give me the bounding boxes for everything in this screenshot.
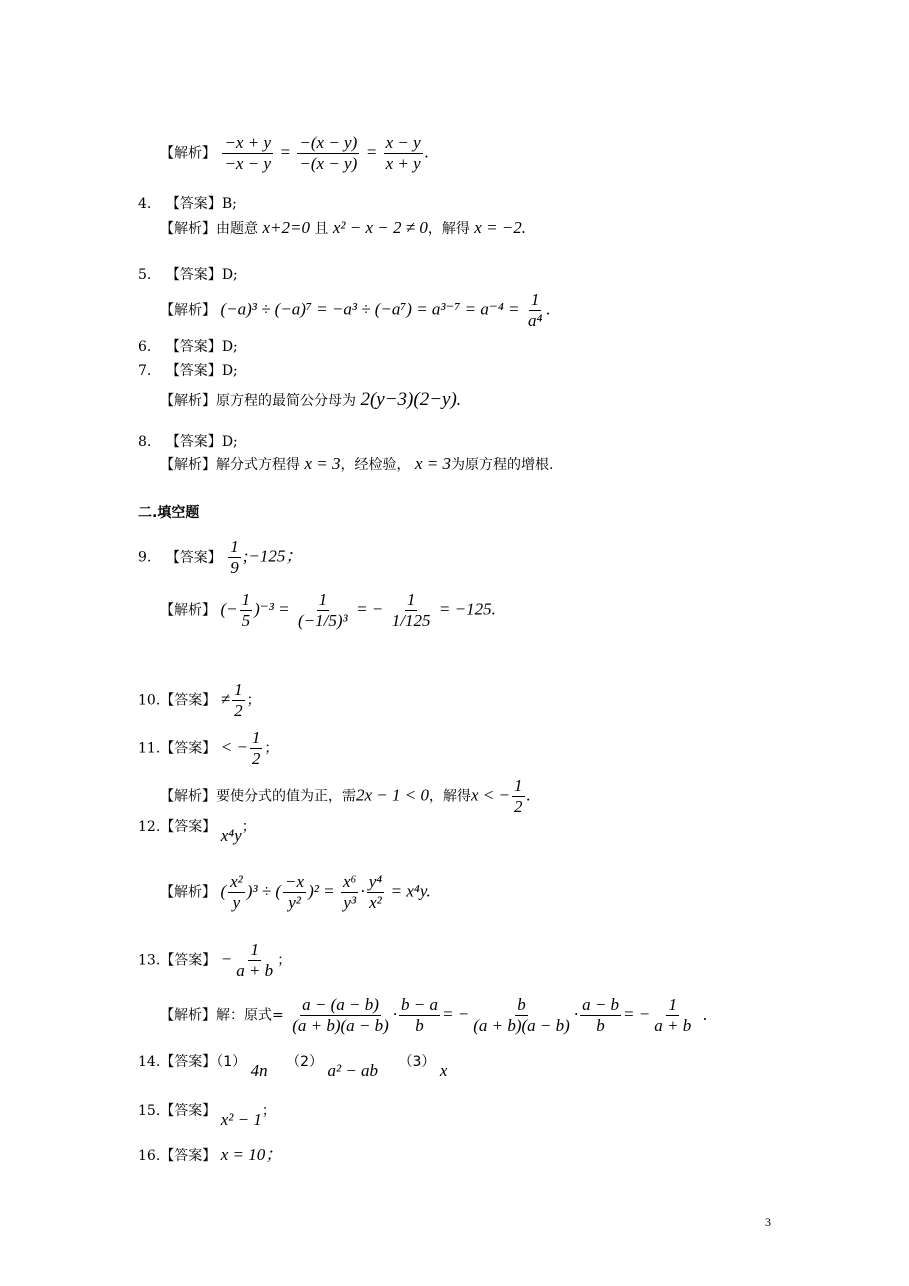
fraction-denominator: a + b bbox=[654, 1016, 692, 1035]
section-heading: 二.填空题 bbox=[138, 505, 200, 521]
part-label: （2） bbox=[286, 1054, 324, 1070]
equation: x < − bbox=[471, 785, 510, 805]
analysis-text: ，解得 bbox=[427, 221, 470, 237]
equation: = −125 bbox=[438, 599, 492, 619]
analysis-tag: 【解析】 bbox=[160, 393, 216, 409]
answer-tag: 【答案】 bbox=[165, 267, 222, 283]
fraction-denominator: a⁴ bbox=[527, 311, 543, 330]
item-number: 6. bbox=[138, 339, 152, 355]
fraction-numerator: 1 bbox=[234, 680, 243, 699]
fraction-numerator: 1 bbox=[241, 590, 251, 609]
equation: x = 3 bbox=[414, 454, 451, 473]
item-number: 4. bbox=[138, 196, 152, 212]
equation: x = 3 bbox=[304, 454, 341, 473]
equation: 2(y−3)(2−y) bbox=[360, 389, 457, 410]
answer-value: x² − 1 bbox=[220, 1110, 262, 1129]
item6-answer bbox=[138, 337, 238, 357]
analysis-tag: 【解析】 bbox=[160, 884, 216, 901]
analysis-tag: 【解析】 bbox=[160, 457, 216, 473]
answer-value: 4n bbox=[250, 1061, 268, 1080]
fraction-numerator: 1 bbox=[514, 776, 523, 795]
part-label: （1） bbox=[216, 1054, 247, 1070]
item5-analysis: 【解析】 (−a)³ ÷ (−a)⁷ = −a³ ÷ (−a⁷) = a³⁻⁷ = a⁻⁴ = $\frac{1}{\text{a⁴}}$ . bbox=[160, 290, 551, 330]
fraction-denominator: b bbox=[596, 1016, 605, 1035]
fraction-denominator: y bbox=[232, 893, 241, 912]
item7-analysis: 【解析】原方程的最简公分母为 2(y−3)(2−y). bbox=[160, 389, 462, 410]
answer-tag: 【答案】 bbox=[160, 1054, 217, 1070]
analysis-text: 解：原式= bbox=[216, 1007, 284, 1024]
equation: x+2=0 bbox=[262, 218, 310, 237]
fraction-denominator: 2 bbox=[234, 701, 243, 720]
item-number: 7. bbox=[138, 363, 152, 379]
fraction-numerator: b − a bbox=[401, 995, 439, 1014]
analysis-text: 要使分式的值为正，需 bbox=[216, 788, 356, 805]
analysis-tag: 【解析】 bbox=[160, 221, 216, 237]
fraction-numerator: a − (a − b) bbox=[302, 995, 379, 1014]
item13-answer: 13.【答案】 − $\frac{1}{a + b}$ ； bbox=[138, 940, 292, 980]
answer-value: ;−125； bbox=[242, 546, 303, 566]
answer-value: D; bbox=[221, 339, 238, 355]
item12-analysis: 【解析】 ( $\frac{\text{x²}}{y}$ )³ ÷ ( $\frac{-x}{\text{y²}}$ )² = $\frac{\text{x⁶}}{\text{y³}}$ · $\frac{\text{y⁴}}{\text{x²}}$ = x⁴y. bbox=[160, 872, 431, 912]
fraction-denominator: 9 bbox=[230, 558, 239, 577]
fraction-denominator: 1/125 bbox=[391, 611, 431, 630]
item3-analysis: 【解析】 $\frac{-x + y}{-x - y}$ = $\frac{-(x - y)}{-(x - y)}$ = $\frac{x - y}{x + y}$ . bbox=[160, 133, 429, 173]
item-number: 9. bbox=[138, 549, 152, 566]
answer-tag: 【答案】 bbox=[165, 434, 222, 450]
answer-tag: 【答案】 bbox=[160, 819, 217, 835]
fraction-numerator: y⁴ bbox=[368, 872, 383, 891]
fraction-denominator: x + y bbox=[385, 154, 421, 173]
item4-answer bbox=[138, 194, 237, 214]
fraction-denominator: x² bbox=[369, 893, 382, 912]
fraction-denominator: 2 bbox=[514, 797, 523, 816]
answer-value: x bbox=[439, 1061, 448, 1080]
item11-answer: 11.【答案】 < − $\frac{1}{2}$ ； bbox=[138, 728, 279, 768]
fraction-numerator: −x + y bbox=[224, 133, 271, 152]
fraction-numerator: x⁶ bbox=[343, 872, 357, 891]
equation: = − bbox=[356, 599, 384, 619]
answer-tag: 【答案】 bbox=[160, 1148, 217, 1164]
fraction-numerator: −(x − y) bbox=[299, 133, 358, 152]
equation: ≠ bbox=[220, 689, 231, 709]
item-number: 12. bbox=[138, 819, 161, 835]
answer-value: D; bbox=[221, 363, 238, 379]
item-number: 14. bbox=[138, 1054, 161, 1070]
answer-tag: 【答案】 bbox=[160, 1103, 217, 1119]
answer-value: x⁴y bbox=[220, 826, 242, 845]
fraction-numerator: 1 bbox=[250, 940, 259, 959]
answer-value: a² − ab bbox=[327, 1061, 379, 1080]
answer-value: D; bbox=[221, 434, 238, 450]
fraction-denominator: 5 bbox=[241, 611, 251, 630]
item5-answer bbox=[138, 265, 238, 285]
item13-analysis: 【解析】解：原式= $\frac{a - (a - b)}{(a + b)(a - b)}$ · $\frac{b - a}{b}$ = − $\frac{b}{(a + b)(a - b)}$ · $\frac{a - b}{b}$ = − $\frac{1}{a + b}$ . bbox=[160, 995, 708, 1035]
item12-answer: 12.【答案】 x⁴y； bbox=[138, 819, 256, 845]
answer-value: x = 10； bbox=[220, 1145, 283, 1164]
equation: x² − x − 2 ≠ 0 bbox=[332, 218, 428, 237]
fraction-numerator: x − y bbox=[385, 133, 421, 152]
equation: < − bbox=[220, 737, 248, 757]
fraction-numerator: x² bbox=[230, 872, 243, 891]
item14-answer bbox=[138, 1051, 448, 1080]
analysis-tag: 【解析】 bbox=[160, 602, 216, 619]
fraction-denominator: 2 bbox=[251, 749, 261, 768]
analysis-text: 解分式方程得 bbox=[216, 457, 300, 473]
fraction-denominator: y² bbox=[288, 893, 301, 912]
answer-tag: 【答案】 bbox=[165, 363, 222, 379]
equation: = x⁴y bbox=[390, 881, 427, 901]
answer-tag: 【答案】 bbox=[160, 952, 217, 969]
fraction-numerator: a − b bbox=[582, 995, 620, 1014]
answer-tag: 【答案】 bbox=[160, 740, 217, 757]
part-label: （3） bbox=[398, 1054, 436, 1070]
equation: (− bbox=[220, 599, 238, 619]
analysis-text: 且 bbox=[314, 221, 329, 237]
fraction-denominator: b bbox=[415, 1016, 424, 1035]
answer-tag: 【答案】 bbox=[165, 339, 222, 355]
item10-answer: 10.【答案】 ≠ $\frac{1}{2}$ ； bbox=[138, 680, 261, 720]
answer-tag: 【答案】 bbox=[160, 692, 217, 709]
fraction-numerator: 1 bbox=[406, 590, 416, 609]
analysis-tag: 【解析】 bbox=[160, 302, 216, 319]
item16-answer bbox=[138, 1145, 282, 1166]
analysis-text: ，解得 bbox=[429, 788, 471, 805]
fraction-numerator: 1 bbox=[318, 590, 328, 609]
fraction-denominator: y³ bbox=[343, 893, 357, 912]
analysis-text: 为原方程的增根. bbox=[450, 457, 554, 473]
analysis-text: 原方程的最简公分母为 bbox=[216, 393, 356, 409]
item8-answer bbox=[138, 432, 238, 452]
equation: (−a)³ ÷ (−a)⁷ = −a³ ÷ (−a⁷) = a³⁻⁷ = a⁻⁴ = bbox=[220, 299, 520, 319]
analysis-text: 由题意 bbox=[216, 221, 258, 237]
analysis-tag: 【解析】 bbox=[160, 788, 216, 805]
fraction-denominator: a + b bbox=[236, 961, 274, 980]
item4-analysis: 【解析】由题意 x+2=0 且 x² − x − 2 ≠ 0，解得 x = −2. bbox=[160, 218, 527, 237]
fraction-numerator: b bbox=[517, 995, 526, 1014]
equation: 2x − 1 < 0 bbox=[356, 785, 429, 805]
item-number: 15. bbox=[138, 1103, 161, 1119]
answer-value: B; bbox=[221, 196, 237, 212]
equation: )⁻³ = bbox=[254, 599, 290, 619]
fraction-numerator: −x bbox=[285, 872, 305, 891]
fraction-numerator: 1 bbox=[251, 728, 261, 747]
item8-analysis bbox=[160, 454, 553, 475]
item9-answer bbox=[138, 537, 302, 578]
answer-tag: 【答案】 bbox=[165, 196, 222, 212]
item9-analysis: 【解析】 (− $\frac{1}{5}$ )⁻³ = $\frac{1}{\text{(−1/5)³}}$ = − $\frac{1}{1/125}$ = −125. bbox=[160, 590, 496, 630]
analysis-tag: 【解析】 bbox=[160, 1007, 216, 1024]
fraction-denominator: (a + b)(a − b) bbox=[292, 1016, 389, 1035]
item11-analysis: 【解析】要使分式的值为正，需2x − 1 < 0，解得x < − $\frac{1}{2}$ . bbox=[160, 776, 531, 816]
fraction-denominator: −(x − y) bbox=[299, 154, 358, 173]
item-number: 10. bbox=[138, 692, 161, 709]
fraction-numerator: 1 bbox=[230, 537, 239, 556]
page-number: 3 bbox=[765, 1215, 771, 1229]
item-number: 11. bbox=[138, 740, 161, 757]
fraction-denominator: (a + b)(a − b) bbox=[473, 1016, 570, 1035]
item-number: 5. bbox=[138, 267, 152, 283]
fraction-numerator: 1 bbox=[530, 290, 540, 309]
item-number: 13. bbox=[138, 952, 161, 969]
item-number: 8. bbox=[138, 434, 152, 450]
fraction-denominator: (−1/5)³ bbox=[298, 611, 348, 630]
item15-answer: 15.【答案】 x² − 1； bbox=[138, 1103, 276, 1129]
answer-tag: 【答案】 bbox=[165, 549, 222, 566]
fraction-numerator: 1 bbox=[668, 995, 677, 1014]
equation: x = −2 bbox=[474, 218, 522, 237]
item-number: 16. bbox=[138, 1148, 161, 1164]
fraction-denominator: −x − y bbox=[224, 154, 271, 173]
analysis-text: ，经检验， bbox=[340, 457, 411, 473]
item7-answer bbox=[138, 361, 238, 381]
answer-value: D; bbox=[221, 267, 238, 283]
analysis-tag: 【解析】 bbox=[160, 145, 216, 162]
